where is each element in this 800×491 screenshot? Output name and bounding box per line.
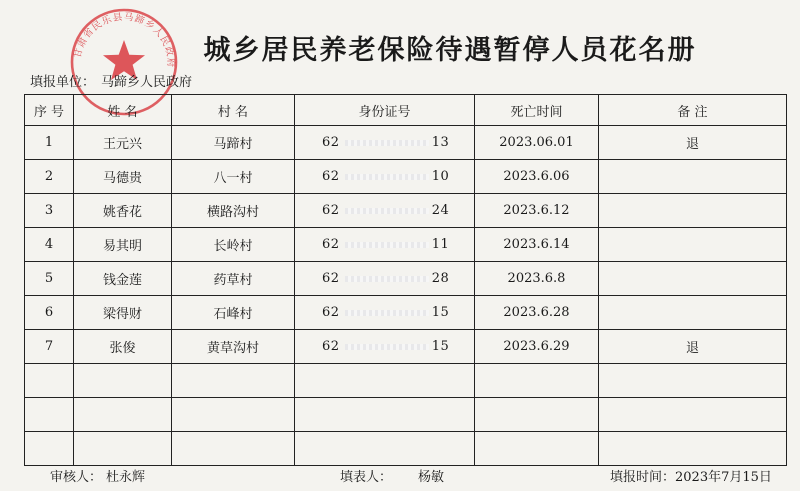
row-name [74,432,172,466]
row-serial [25,432,74,466]
row-serial: 2 [25,160,74,194]
document-title: 城乡居民养老保险待遇暂停人员花名册 [203,35,697,66]
id-prefix: 62 [321,237,340,252]
row-remarks [599,432,787,466]
row-village [172,432,295,466]
redaction-mask [345,276,429,282]
table-row [25,296,787,330]
id-suffix: 11 [431,237,450,252]
row-death-date: 2023.6.28 [475,296,599,330]
id-prefix: 62 [321,169,340,184]
row-village [172,364,295,398]
row-remarks [599,194,787,228]
redaction-mask [345,242,429,248]
redaction-mask [345,174,429,180]
row-id-number [295,228,475,262]
table-row [25,262,787,296]
redaction-mask [345,344,429,350]
row-village: 药草村 [172,262,295,296]
header-death-date: 死亡时间 [475,95,599,126]
row-serial: 6 [25,296,74,330]
header-remarks: 备 注 [599,95,787,126]
row-remarks [599,262,787,296]
row-name: 张俊 [74,330,172,364]
row-id-number [295,262,475,296]
redaction-mask [345,208,429,214]
reviewer-name: 杜永辉 [106,470,146,485]
row-name: 梁得财 [74,296,172,330]
roster-table [24,94,787,466]
row-remarks: 退 [599,126,787,160]
id-prefix: 62 [321,271,340,286]
row-id-number [295,398,475,432]
row-death-date: 2023.6.14 [475,228,599,262]
row-village: 黄草沟村 [172,330,295,364]
header-serial: 序 号 [25,95,74,126]
reporting-unit-label: 填报单位： [30,75,96,90]
row-id-number [295,194,475,228]
row-remarks [599,228,787,262]
row-serial: 7 [25,330,74,364]
row-name: 王元兴 [74,126,172,160]
table-row [25,330,787,364]
row-id-number [295,330,475,364]
row-death-date [475,364,599,398]
fill-date-value: 2023年7月15日 [675,470,772,485]
row-village: 长岭村 [172,228,295,262]
row-village: 石峰村 [172,296,295,330]
table-row [25,432,787,466]
row-death-date: 2023.06.01 [475,126,599,160]
table-row [25,398,787,432]
fill-date [610,466,772,485]
redaction-mask [345,140,429,146]
row-remarks [599,398,787,432]
reviewer-label: 审核人： [50,470,103,485]
id-suffix: 24 [431,203,450,218]
row-village [172,398,295,432]
row-id-number [295,296,475,330]
row-serial: 4 [25,228,74,262]
filler [340,466,444,485]
row-village: 横路沟村 [172,194,295,228]
row-id-number [295,126,475,160]
row-remarks [599,296,787,330]
table-row [25,228,787,262]
row-death-date: 2023.6.29 [475,330,599,364]
table-row [25,364,787,398]
id-suffix: 10 [431,169,450,184]
row-id-number [295,432,475,466]
row-death-date [475,398,599,432]
row-name: 易其明 [74,228,172,262]
filler-name: 杨敏 [418,470,445,485]
id-prefix: 62 [321,135,340,150]
id-prefix: 62 [321,203,340,218]
id-suffix: 13 [431,135,450,150]
row-death-date: 2023.6.06 [475,160,599,194]
reporting-unit-value: 马蹄乡人民政府 [101,75,193,90]
row-remarks [599,364,787,398]
table-header-row [25,95,787,126]
redaction-mask [345,310,429,316]
fill-date-label: 填报时间： [610,470,676,485]
header-id-number: 身份证号 [295,95,475,126]
row-death-date: 2023.6.8 [475,262,599,296]
row-name: 钱金莲 [74,262,172,296]
row-id-number [295,160,475,194]
reviewer [50,466,145,485]
row-name: 马德贵 [74,160,172,194]
row-serial [25,398,74,432]
row-name [74,398,172,432]
reporting-unit [30,71,192,90]
table-row [25,160,787,194]
row-village: 马蹄村 [172,126,295,160]
id-prefix: 62 [321,305,340,320]
filler-label: 填表人： [340,470,393,485]
row-serial [25,364,74,398]
header-name: 姓 名 [74,95,172,126]
row-serial: 5 [25,262,74,296]
id-suffix: 28 [431,271,450,286]
header-village: 村 名 [172,95,295,126]
id-prefix: 62 [321,339,340,354]
row-id-number [295,364,475,398]
row-serial: 3 [25,194,74,228]
row-name [74,364,172,398]
row-serial: 1 [25,126,74,160]
seal-text: 甘肃省民乐县马蹄乡人民政府 [72,11,177,69]
row-death-date [475,432,599,466]
table-row [25,194,787,228]
row-remarks: 退 [599,330,787,364]
id-suffix: 15 [431,305,450,320]
id-suffix: 15 [431,339,450,354]
row-village: 八一村 [172,160,295,194]
table-row [25,126,787,160]
row-remarks [599,160,787,194]
row-name: 姚香花 [74,194,172,228]
row-death-date: 2023.6.12 [475,194,599,228]
